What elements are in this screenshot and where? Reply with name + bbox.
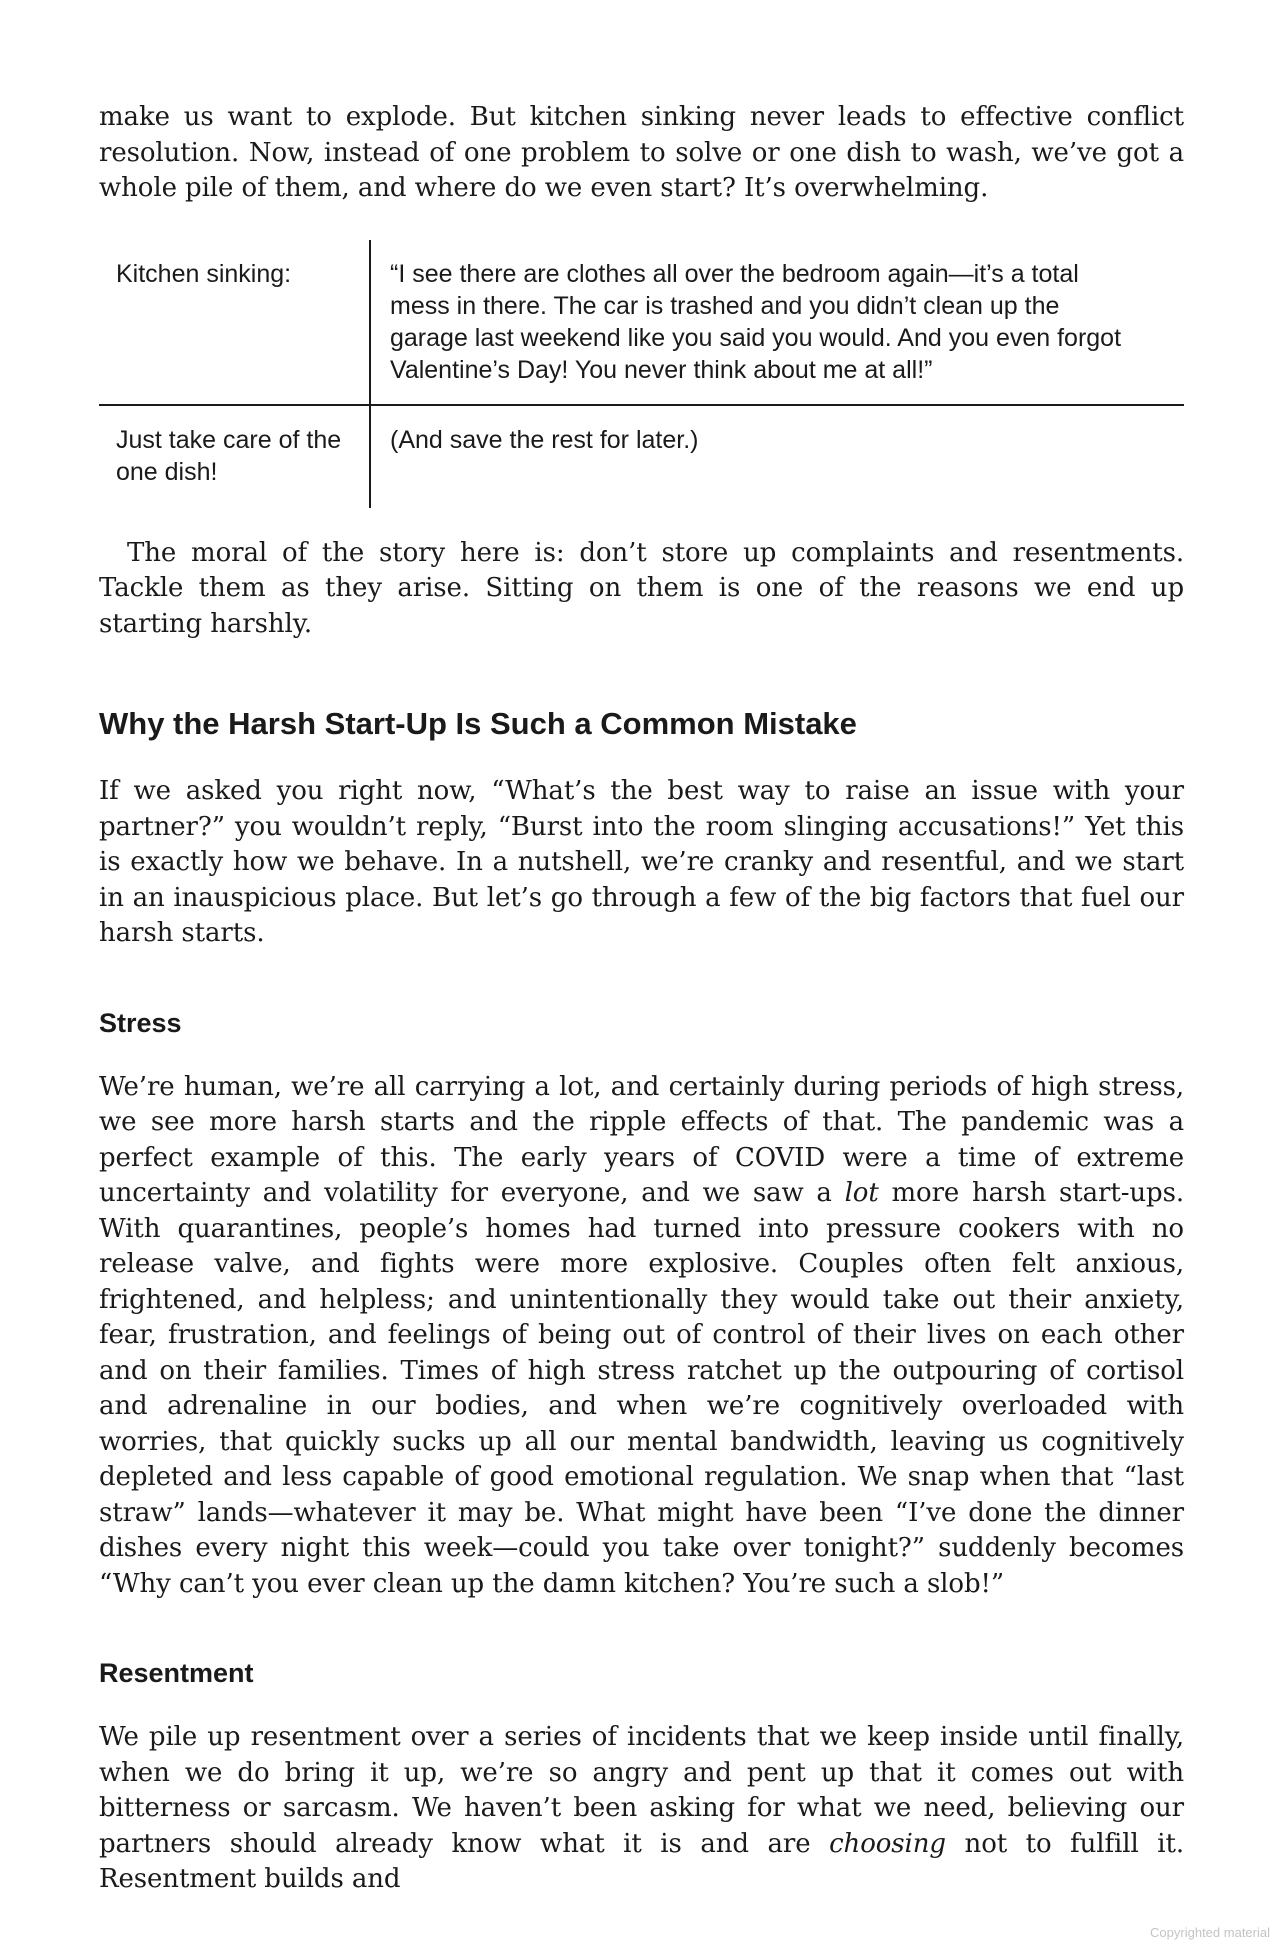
paragraph-stress-emphasis: lot [844, 1178, 879, 1208]
subheading-stress: Stress [99, 1007, 182, 1038]
copyright-notice: Copyrighted material [1150, 1925, 1270, 1940]
paragraph-resentment-text: not to fulfill it. Resentment builds and [99, 1828, 1184, 1894]
kitchen-sinking-table [99, 240, 1184, 508]
table-row-text: (And save the rest for later.) [390, 425, 699, 454]
table-row-text: “I see there are clothes all over the bedroom again—it’s a total mess in there. The car is trashed and you didn’t clean up the garage last weekend like you said you would. And you even forgot Valentine’s Day! You never think about me at all!” [390, 259, 1122, 384]
paragraph-opening: make us want to explode. But kitchen sinking never leads to effective conflict resolution. Now, instead of one problem to solve or one dish to wash, we’ve got a whole pile of them, and where do we even start? It’s overwhelming. [99, 102, 1184, 203]
table-row-label: Kitchen sinking: [99, 240, 371, 404]
paragraph-resentment [99, 1720, 1184, 1898]
table-row-label: Just take care of the one dish! [99, 406, 371, 508]
section-heading: Why the Harsh Start-Up Is Such a Common Mistake [99, 706, 857, 741]
paragraph-resentment-emphasis: choosing [829, 1828, 946, 1859]
paragraph-stress-text: We’re human, we’re all carrying a lot, and certainly during periods of high stress, we see more harsh starts and the ripple effects of that. The pandemic was a perfect example of this. The early years of COVID were a time of extreme uncertainty and volatility for everyone, and we saw a [99, 1071, 1184, 1208]
paragraph-resentment-text: We pile up resentment over a series of incidents that we keep inside until finally, when we do bring it up, we’re so angry and pent up that it comes out with bitterness or sarcasm. We haven’t been asking for what we need, believing our partners should already know what it is and are [99, 1722, 1184, 1859]
book-page [99, 100, 1184, 1898]
subheading-resentment: Resentment [99, 1658, 254, 1688]
paragraph-stress [99, 1070, 1184, 1603]
paragraph-moral: The moral of the story here is: don’t store up complaints and resentments. Tackle them as they arise. Sitting on them is one of the reasons we end up starting harshly. [99, 537, 1184, 639]
table-row [99, 406, 1184, 508]
paragraph-why-intro: If we asked you right now, “What’s the best way to raise an issue with your partner?” you wouldn’t reply, “Burst into the room slinging accusations!” Yet this is exactly how we behave. In a nutshell, we’re cranky and resentful, and we start in an inauspicious place. But let’s go through a few of the big factors that fuel our harsh starts. [99, 776, 1184, 948]
paragraph-stress-text: more harsh start-ups. With quarantines, people’s homes had turned into pressure cookers with no release valve, and fights were more explosive. Couples often felt anxious, frightened, and helpless; and unintentionally they would take out their anxiety, fear, frustration, and feelings of being out of control of their lives on each other and on their families. Times of high stress ratchet up the outpouring of cortisol and adrenaline in our bodies, and when we’re cognitively overloaded with worries, that quickly sucks up all our mental bandwidth, leaving us cognitively depleted and less capable of good emotional regulation. We snap when that “last straw” lands—whatever it may be. What might have been “I’ve done the dinner dishes every night this week—could you take over tonight?” suddenly becomes “Why can’t you ever clean up the damn kitchen? You’re such a slob!” [99, 1178, 1184, 1599]
table-row [99, 240, 1184, 406]
